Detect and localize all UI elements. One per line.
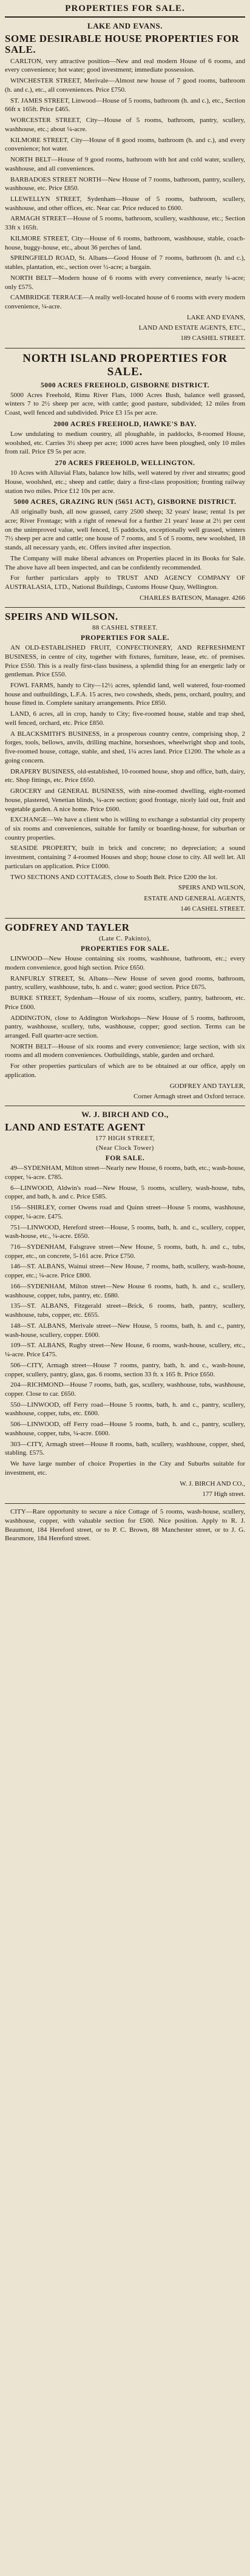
listing: 751—LINWOOD, Hereford street—House, 5 rooms, bath, h. and c., scullery, copper, wash-house, etc., ¼-acre. £650. [5,1223,245,1240]
listing: 49—SYDENHAM, Milton street—Nearly new House, 6 rooms, bath, etc.; wash-house, copper, ¼-acre. £785. [5,1164,245,1181]
listing: 148—ST. ALBANS, Merivale street—New House, 5 rooms, bath, h. and c., pantry, wash-house, scullery, copper. £600. [5,1322,245,1339]
ad-signature: 177 High street. [202,1490,245,1498]
listing: WINCHESTER STREET, Merivale—Almost new house of 7 good rooms, bathroom (h. and c.), etc., all conveniences. Price £750. [5,77,245,93]
listing: A BLACKSMITH'S BUSINESS, in a prosperous country centre, comprising shop, 2 forges, tools, bellows, anvils, drilling machine, horseshoes, wheelwright shop and tools, five-roomed house, cottage, stable, and shed, 1¼ acres land. Price £1200. The whole as a going concern. [5,730,245,764]
listing: We have large number of choice Properties in the City and Suburbs suitable for investment, etc. [5,1460,245,1477]
ad-city-cottage [5,1507,245,1543]
ad-headline: SOME DESIRABLE HOUSE PROPERTIES FOR SALE. [5,33,240,55]
listing: LLEWELLYN STREET, Sydenham—House of 5 rooms, bathroom, scullery, washhouse, and other offices, etc. Near car. Price reduced to £600. [5,195,245,212]
divider [5,607,245,608]
listing-title: 5000 ACRES, GRAZING RUN (5651 ACT), GISBORNE DISTRICT. [13,498,237,506]
masthead: PROPERTIES FOR SALE. [5,2,245,18]
ad-address: 88 CASHEL STREET. [92,624,158,632]
listing: CARLTON, very attractive position—New and real modern House of 6 rooms, and every convenience; hot water; good investment; immediate possession. [5,57,245,74]
listing: ADDINGTON, close to Addington Workshops—New House of 5 rooms, bathroom, pantry, washhouse, scullery, tubs, washhouse, copper; good section. Terms can be arranged. Full quarter-acre section. [5,1014,245,1039]
listing: 5000 Acres Freehold, Rimu River Flats, 1000 Acres Bush, balance well grassed, winters 7 to 2½ sheep per acre, with cattle; good pasture, subdivided; 12 miles from Coast, well fenced and subdivided. Price £3 15s per acre. [5,391,245,417]
listing: KILMORE STREET, City—House of 8 good rooms, bathroom (h. and c.), and every convenience; hot water. [5,136,245,153]
listing: 506—LINWOOD, off Ferry road—House 5 rooms, bath, h. and c., pantry, scullery, washhouse, copper, tubs, ¼-acre. £600. [5,1421,245,1437]
listing: TWO SECTIONS AND COTTAGES, close to South Belt. Price £200 the lot. [10,873,217,881]
ad-heading: NORTH ISLAND PROPERTIES FOR SALE. [22,352,228,378]
listing: All originally bush, all now grassed, carry 2500 sheep; 32 years' lease; rental 1s per acre; River Frontage; with a right of renewal for a further 21 years' lease at 2½ per cent on the unimproved value, well fenced, 15 paddocks, exceptionally well grassed, winters 7½ sheep per acre and cattle; one house of 7 rooms, and 5 of 5 rooms, new woolshed, 18 stands, all necessary yards, etc. Offers invited after inspection. [5,508,245,552]
listing: For other properties particulars of which are to be obtained at our office, apply on application. [5,1062,245,1079]
divider [5,1503,245,1504]
listing: LAND, 6 acres, all in crop, handy to City; five-roomed house, stable and trap shed, well fenced, orchard, etc. Price £850. [5,710,245,727]
listing: NORTH BELT—Modern house of 6 rooms with every convenience, nearly ¼-acre; only £575. [5,274,245,291]
listing: CITY—Rare opportunity to secure a nice Cottage of 5 rooms, wash-house, scullery, washhouse, copper, with valuable section for £500. Nice position. Apply to R. J. Beaumont, 184 Hereford street, or to P. C. Brown, 88 Manchester street, or to J. G. Bearsmore, 184 Hereford street. [5,1508,245,1543]
listing: 716—SYDENHAM, Falsgrave street—New House, 5 rooms, bath, h. and c., tubs, copper, etc., on concrete, 5-161 acre. Price £750. [5,1243,245,1260]
ad-signature: SPEIRS AND WILSON, [178,884,245,892]
ad-heading: LAKE AND EVANS. [87,21,163,30]
listing: ST. JAMES STREET, Linwood—House of 5 rooms, bathroom (h. and c.), etc., Section 66ft x 165ft. Price £465. [5,97,245,114]
listing: WORCESTER STREET, City—House of 5 rooms, bathroom, pantry, scullery, washhouse, etc.; about ¼-acre. [5,117,245,133]
listing: 204—RICHMOND—House 7 rooms, bath, gas, scullery, washhouse, tubs, washhouse, copper. Close to car. £650. [5,1381,245,1398]
listing: 6—LINWOOD, Aldwin's road—New House, 5 rooms, scullery, wash-house, tubs, copper, and bath, h. and c. Price £585. [5,1184,245,1201]
listing: BARBADOES STREET NORTH—New House of 7 rooms, bathroom, pantry, scullery, washhouse, etc. Price £850. [5,175,245,192]
listing: DRAPERY BUSINESS, old-established, 10-roomed house, shop and office, bath, dairy, etc. Shop fittings, etc. Price £650. [5,767,245,784]
listing: 550—LINWOOD, off Ferry road—House 5 rooms, bath, h. and c., pantry, scullery, washhouse, copper, tubs, etc. £600. [5,1401,245,1418]
ad-address-note: (Near Clock Tower) [96,1144,154,1152]
divider [5,918,245,919]
ad-birch-and-co [5,1110,245,1498]
listing: GROCERY and GENERAL BUSINESS, with nine-roomed dwelling, eight-roomed house, plastered, Venetian blinds, ¼-acre section; good frontage, nicely laid out, fruit and vegetable garden. A nice home. Price £600. [5,787,245,813]
ad-subhead: PROPERTIES FOR SALE. [80,634,170,642]
listing: KILMORE STREET, City—House of 6 rooms, bathroom, washhouse, stable, coach-house, buggy-house, etc., about 36 perches of land. [5,234,245,251]
ad-signature: LAND AND ESTATE AGENTS, ETC., [138,324,245,332]
listing-title: 270 ACRES FREEHOLD, WELLINGTON. [55,460,195,467]
ad-signature: Corner Armagh street and Oxford terrace. [133,1092,245,1100]
ad-headline: LAND AND ESTATE AGENT [5,1121,146,1133]
listing: CAMBRIDGE TERRACE—A really well-located house of 6 rooms with every modern convenience, ¼-acre. [5,294,245,311]
ad-north-island [5,352,245,603]
listing: 506—CITY, Armagh street—House 7 rooms, pantry, bath, h. and c., wash-house, copper, scullery, pantry, glass, gas. 6 rooms, section 33 ft. x 165 ft. Price £650. [5,1361,245,1378]
listing: 109—ST. ALBANS, Rugby street—New House, 6 rooms, wash-house, scullery, etc., ¼-acre. Price £475. [5,1342,245,1359]
listing: 156—SHIRLEY, corner Owens road and Quinn street—House 5 rooms, washhouse, copper, ¼-acre. £475. [5,1204,245,1220]
listing: SPRINGFIELD ROAD, St. Albans—Good House of 7 rooms, bathroom (h. and c.), stables, plantation, etc., section over ½-acre; a bargain. [5,254,245,271]
ad-lake-and-evans [5,21,245,343]
listing: 303—CITY, Armagh street—House 8 rooms, bath, scullery, washhouse, copper, shed, stabling. £575. [5,1440,245,1457]
ad-address: 177 HIGH STREET, [95,1135,155,1143]
listing: RANFURLY STREET, St. Albans—New House of seven good rooms, bathroom, pantry, scullery, washhouse, tubs, h. and c. water; good section. Price £675. [5,974,245,991]
listing: SEASIDE PROPERTY, built in brick and concrete; no depreciation; a sound investment, containing 7 4-roomed Houses and shop; house close to city. All well let. All particulars on application. Price £1000. [5,845,245,870]
listing: AN OLD-ESTABLISHED FRUIT, CONFECTIONERY, AND REFRESHMENT BUSINESS, in centre of city, together with fixtures, furniture, lease, etc. of premises. Price £550. This is a really first-class business, a splendid thing for an energetic lady or gentleman. Price £550. [5,644,245,679]
listing: ARMAGH STREET—House of 5 rooms, bathroom, scullery, washhouse, etc.; Section 33ft x 165ft. [5,215,245,232]
listing: BURKE STREET, Sydenham—House of six rooms, scullery, pantry, bathroom, etc. Price £600. [5,994,245,1011]
listing-title: 5000 ACRES FREEHOLD, GISBORNE DISTRICT. [40,381,210,389]
listing: 146—ST. ALBANS, Wainui street—New House, 7 rooms, bath, scullery, wash-house, copper, etc.; ¼-acre. Price £800. [5,1263,245,1280]
ad-signature: W. J. BIRCH AND CO., [180,1480,245,1487]
listing: NORTH BELT—House of six rooms and every convenience; large section, with six rooms and all modern conveniences. Outbuildings, stable, garden and orchard. [5,1042,245,1059]
listing: For further particulars apply to TRUST AND AGENCY COMPANY OF AUSTRALASIA, LTD., National Buildings, Customs House Quay, Wellington. [5,574,245,591]
ad-speirs-and-wilson [5,611,245,913]
ad-subline: (Late C. Pakinto), [98,935,151,943]
listing: EXCHANGE—We have a client who is willing to exchange a substantial city property of six rooms and conveniences, suitable for family or boarding-house, for suburban or country properties. [5,816,245,841]
ad-godfrey-and-tayler [5,922,245,1101]
listing: FOWL FARMS, handy to City—12½ acres, splendid land, well watered, four-roomed house and outbuildings, L.F.A. 15 acres, two cowsheds, sheds, pens, orchard, poultry, and house fitted in. Complete sanitary arrangements. Price £850. [5,681,245,707]
ad-headline: GODFREY AND TAYLER [5,922,130,934]
ad-signature: GODFREY AND TAYLER, [169,1082,245,1090]
ad-signature: 146 CASHEL STREET. [180,905,245,912]
listing: NORTH BELT—House of 9 good rooms, bathroom with hot and cold water, scullery, washhouse, and all conveniences. [5,156,245,172]
listing: 166—SYDENHAM, Milton street—New House 6 rooms, bath, h. and c., scullery, washhouse, copper, tubs, pantry, etc. £680. [5,1282,245,1299]
ad-signature: ESTATE AND GENERAL AGENTS, [144,894,245,902]
ad-subhead: FOR SALE. [105,1155,145,1163]
ad-subhead: PROPERTIES FOR SALE. [80,945,170,953]
ad-signature: CHARLES BATESON, Manager. 4266 [140,594,245,602]
ad-signature: LAKE AND EVANS, [186,313,245,321]
listing: LINWOOD—New House containing six rooms, washhouse, bathroom, etc.; every modern convenience, good high section. Price £650. [5,955,245,971]
listing: The Company will make liberal advances on Properties placed in its Books for Sale. The above have all been inspected, and can be confidently recommended. [5,554,245,571]
ad-heading: W. J. BIRCH AND CO., [81,1110,169,1120]
listing: 10 Acres with Alluvial Flats, balance low hills, well watered by river and streams; good House, woolshed, etc.; sheep and cattle; dairy a first-class proposition; fronting railway station two miles. Price £12 10s per acre. [5,469,245,495]
listing: 135—ST. ALBANS, Fitzgerald street—Brick, 6 rooms, bath, pantry, scullery, washhouse, tubs, copper, etc. £655. [5,1302,245,1319]
ad-signature: 189 CASHEL STREET. [180,335,245,342]
listing-title: 2000 ACRES FREEHOLD, HAWKE'S BAY. [53,420,197,428]
ad-headline: SPEIRS AND WILSON. [5,611,118,623]
listing: Low undulating to medium country, all ploughable, in paddocks, 8-roomed House, woolshed, etc. Carries 3½ sheep per acre; 1000 acres have been ploughed, only 10 miles from rail. Price £9 5s per acre. [5,430,245,456]
